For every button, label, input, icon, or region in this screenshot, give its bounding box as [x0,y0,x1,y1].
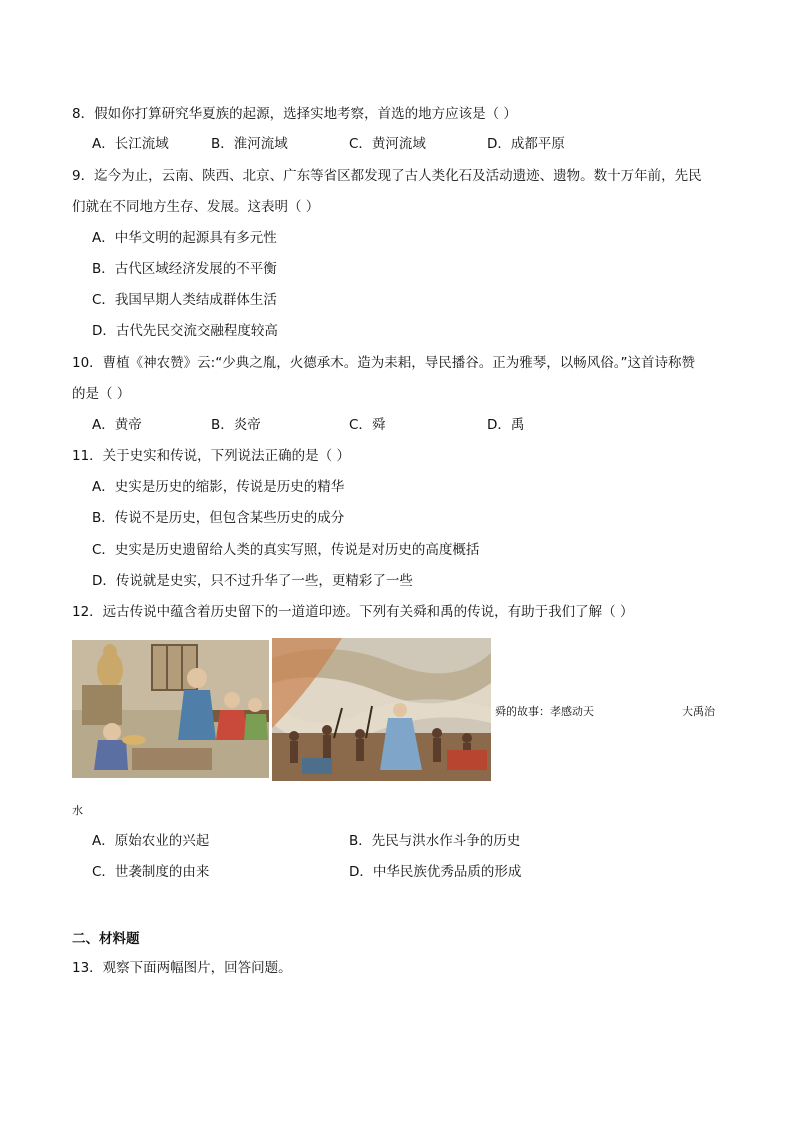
q11-option-d: D．传说就是史实，只不过升华了一些，更精彩了一些 [92,573,413,589]
q9-option-c: C．我国早期人类结成群体生活 [92,292,277,308]
flood-control-illustration [272,638,491,781]
q10-option-b: B．炎帝 [211,417,261,433]
section-title-material: 二、材料题 [72,931,140,947]
q13-stem: 13．观察下面两幅图片，回答问题。 [72,960,292,976]
q10-option-c: C．舜 [349,417,386,433]
q11-option-b: B．传说不是历史，但包含某些历史的成分 [92,510,345,526]
q9-stem-line1: 9．迄今为止，云南、陕西、北京、广东等省区都发现了古人类化石及活动遗迹、遗物。数十万年前，先民 [72,168,702,184]
q8-option-b: B．淮河流域 [211,136,288,152]
q12-option-a: A．原始农业的兴起 [92,833,210,849]
caption-flood-control: 大禹治 [682,705,715,718]
q9-option-d: D．古代先民交流交融程度较高 [92,323,278,339]
q8-option-a: A．长江流域 [92,136,169,152]
q8-options [0,134,794,154]
q10-options [0,415,794,435]
filial-piety-illustration [72,640,269,778]
caption-flood-control-continued: 水 [72,804,83,817]
q12-option-c: C．世袭制度的由来 [92,864,210,880]
q10-stem-line2: 的是（ ） [72,386,131,402]
q10-option-a: A．黄帝 [92,417,142,433]
q10-option-d: D．禹 [487,417,525,433]
q9-stem-line2: 们就在不同地方生存、发展。这表明（ ） [72,199,320,215]
q9-option-b: B．古代区域经济发展的不平衡 [92,261,277,277]
q12-option-b: B．先民与洪水作斗争的历史 [349,833,521,849]
q11-stem: 11．关于史实和传说，下列说法正确的是（ ） [72,448,350,464]
q10-stem-line1: 10．曹植《神农赞》云:“少典之胤，火德承木。造为耒耜，导民播谷。正为雅琴，以畅风俗。”这首诗称赞 [72,355,695,371]
q12-option-d: D．中华民族优秀品质的形成 [349,864,522,880]
q8-option-d: D．成都平原 [487,136,565,152]
q9-option-a: A．中华文明的起源具有多元性 [92,230,277,246]
q12-stem: 12．远古传说中蕴含着历史留下的一道道印迹。下列有关舜和禹的传说，有助于我们了解（ ） [72,604,634,620]
q8-stem: 8．假如你打算研究华夏族的起源，选择实地考察，首选的地方应该是（ ） [72,106,517,122]
caption-filial-piety: 舜的故事：孝感动天 [495,705,594,718]
q11-option-a: A．史实是历史的缩影，传说是历史的精华 [92,479,345,495]
q8-option-c: C．黄河流域 [349,136,426,152]
q11-option-c: C．史实是历史遗留给人类的真实写照，传说是对历史的高度概括 [92,542,480,558]
